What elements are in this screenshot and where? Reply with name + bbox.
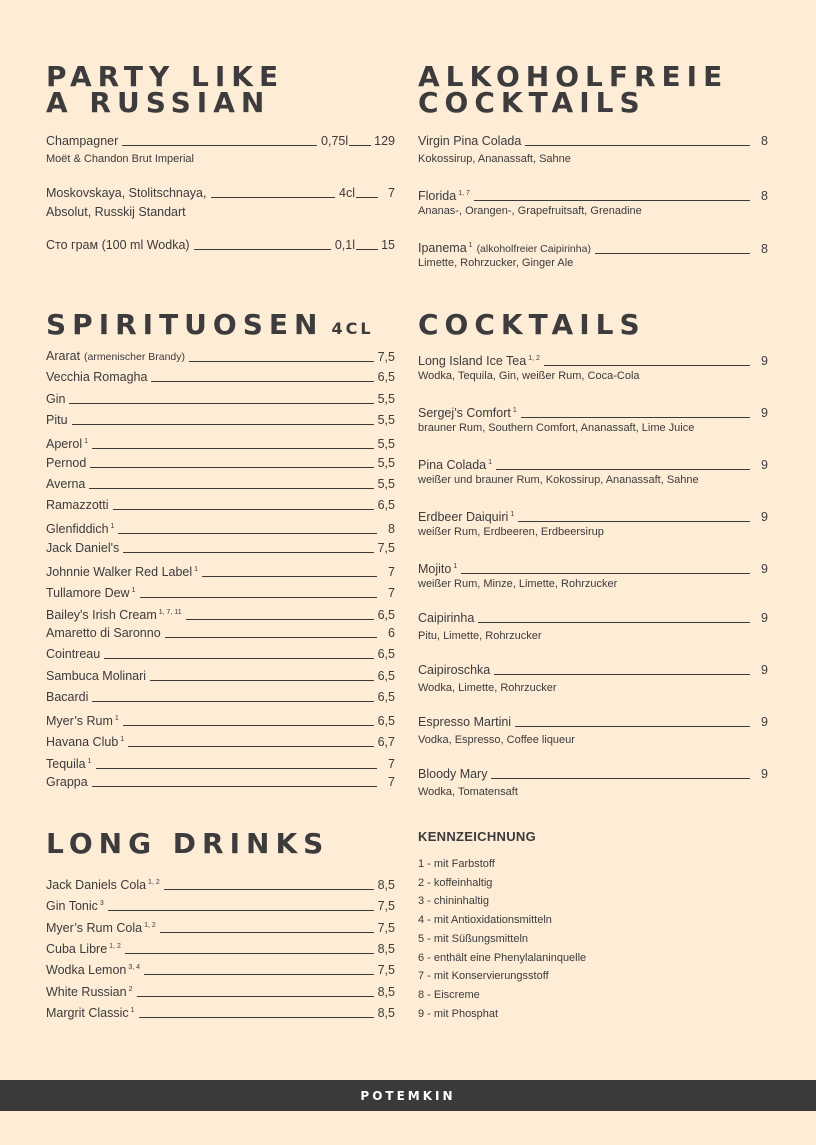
item-description: Moët & Chandon Brut Imperial	[46, 153, 194, 165]
item-price: 9	[761, 406, 768, 420]
menu-item-row	[46, 960, 395, 978]
item-name-text: Margrit Classic	[46, 1005, 129, 1020]
item-name	[418, 507, 514, 525]
menu-item-row	[46, 775, 395, 790]
item-name	[418, 559, 457, 577]
item-name-text: Jack Daniels Cola	[46, 878, 147, 892]
menu-item-row	[46, 918, 395, 936]
right-column	[418, 0, 768, 1080]
legend-item: 4 - mit Antioxidationsmitteln	[418, 914, 552, 927]
item-price: 7	[388, 586, 395, 601]
item-price: 8,5	[377, 984, 395, 999]
dotted-leader	[189, 361, 374, 362]
item-name-text: Jack Daniel's	[46, 540, 120, 555]
allergen-note: 1	[453, 563, 458, 570]
menu-item-row	[46, 186, 395, 201]
item-name	[46, 1003, 135, 1021]
item-name-text: Ararat	[46, 349, 81, 363]
item-name	[46, 647, 100, 662]
item-description: Pitu, Limette, Rohrzucker	[418, 630, 542, 642]
item-name-text: Tequila	[46, 756, 86, 771]
item-description: weißer Rum, Erdbeeren, Erdbeersirup	[418, 526, 604, 538]
item-name	[46, 413, 68, 428]
volume-leader	[349, 145, 371, 146]
item-name-text: Champagner	[46, 134, 119, 148]
item-name-text: Long Island Ice Tea	[418, 354, 527, 368]
item-price: 7,5	[377, 920, 395, 935]
item-description: Wodka, Tequila, Gin, weißer Rum, Coca-Cola	[418, 370, 640, 382]
item-name	[46, 626, 161, 641]
item-price: 6,5	[377, 498, 395, 513]
item-name-text: Ramazzotti	[46, 498, 109, 513]
item-price: 8	[761, 134, 768, 148]
item-name	[46, 669, 146, 684]
item-price: 9	[761, 611, 768, 625]
item-name	[418, 455, 492, 473]
item-price: 7,5	[377, 899, 395, 914]
cocktails-heading	[418, 308, 646, 341]
alkfree-heading	[418, 60, 729, 119]
allergen-note: 1, 2	[528, 355, 540, 362]
menu-item-row	[418, 663, 768, 678]
item-price: 9	[761, 510, 768, 524]
dotted-leader	[160, 932, 374, 933]
dotted-leader	[90, 467, 373, 468]
item-price: 9	[761, 354, 768, 368]
menu-item-row	[46, 732, 395, 750]
item-price: 9	[761, 562, 768, 576]
legend-item: 5 - mit Süßungsmitteln	[418, 932, 529, 945]
item-price: 6,5	[377, 607, 395, 622]
menu-item-row	[418, 134, 768, 149]
dotted-leader	[186, 619, 374, 620]
allergen-note: 1	[512, 407, 517, 414]
item-volume: 0,1l	[334, 238, 355, 252]
allergen-note: 1	[120, 736, 125, 744]
menu-item-row	[46, 647, 395, 662]
menu-item-row	[46, 875, 395, 893]
dotted-leader	[137, 996, 374, 997]
item-description: Kokossirup, Ananassaft, Sahne	[418, 153, 571, 165]
legend-item: 9 - mit Phosphat	[418, 1007, 499, 1020]
dotted-leader	[92, 786, 377, 787]
item-name	[418, 663, 490, 678]
item-name	[46, 186, 207, 201]
dotted-leader	[211, 197, 336, 198]
item-price: 6,5	[377, 689, 395, 704]
menu-item-row	[46, 541, 395, 556]
dotted-leader	[518, 521, 750, 522]
item-price: 8,5	[377, 941, 395, 956]
dotted-leader	[96, 768, 377, 769]
spirits-heading	[46, 308, 374, 342]
item-name	[46, 939, 121, 957]
item-volume: 4cl	[339, 186, 355, 200]
item-name-text: Gin	[46, 391, 66, 406]
dotted-leader	[496, 469, 750, 470]
item-name-text: White Russian	[46, 984, 127, 999]
item-price: 7,5	[377, 350, 395, 364]
legend-item: 8 - Eiscreme	[418, 988, 480, 1001]
menu-item-row	[46, 413, 395, 428]
item-name	[46, 583, 136, 601]
item-name-text: Cointreau	[46, 647, 101, 662]
menu-item-row	[46, 370, 395, 385]
dotted-leader	[69, 403, 373, 404]
item-price: 8	[761, 242, 768, 256]
menu-item-row	[418, 611, 768, 626]
footer-brand: POTEMKIN	[360, 1088, 456, 1103]
item-name-text: Moskovskaya, Stolitschnaya,	[46, 186, 207, 200]
item-name	[46, 456, 86, 471]
item-price: 5,5	[377, 412, 395, 427]
item-name-text: Wodka Lemon	[46, 963, 127, 978]
allergen-note: 1	[510, 511, 515, 518]
dotted-leader	[139, 1017, 374, 1018]
allergen-note: 1	[194, 566, 199, 573]
menu-item-row	[418, 715, 768, 730]
legend-item: 7 - mit Konservierungsstoff	[418, 970, 549, 983]
dotted-leader	[151, 381, 373, 382]
dotted-leader	[515, 726, 750, 727]
item-name	[418, 767, 487, 782]
item-price: 8,5	[377, 878, 395, 892]
item-name	[46, 605, 182, 623]
dotted-leader	[92, 701, 373, 702]
menu-item-row	[46, 669, 395, 684]
item-name-text: Mojito	[418, 562, 452, 576]
spirits-title: SPIRITUOSEN	[46, 308, 324, 341]
volume-leader	[356, 249, 378, 250]
item-description: Limette, Rohrzucker, Ginger Ale	[418, 257, 574, 269]
item-description: weißer und brauner Rum, Kokossirup, Ananassaft, Sahne	[418, 474, 699, 486]
item-price: 5,5	[377, 437, 395, 452]
cocktails-title: COCKTAILS	[418, 308, 646, 341]
menu-item-row	[46, 477, 395, 492]
dotted-leader	[72, 424, 374, 425]
longdrinks-heading	[46, 827, 330, 860]
dotted-leader	[194, 249, 331, 250]
item-name	[46, 732, 124, 750]
item-name	[46, 541, 119, 556]
item-name	[46, 349, 185, 365]
allergen-note: 1, 2	[148, 879, 160, 886]
item-name-text: Sergej’s Comfort	[418, 406, 511, 420]
item-name	[46, 238, 190, 253]
item-price: 9	[761, 715, 768, 729]
item-name-text: Aperol	[46, 437, 83, 452]
kennzeichnung-title: KENNZEICHNUNG	[418, 829, 537, 844]
longdrinks-title: LONG DRINKS	[46, 827, 330, 860]
menu-item-row	[46, 238, 395, 253]
dotted-leader	[144, 974, 374, 975]
item-name	[46, 392, 65, 407]
item-name-text: Grappa	[46, 775, 88, 789]
allergen-note: 1	[110, 523, 115, 531]
menu-item-row	[46, 349, 395, 365]
item-name	[46, 982, 133, 1000]
allergen-note: 1, 2	[109, 942, 121, 950]
allergen-note: 3, 4	[128, 964, 141, 972]
allergen-note: 1, 7, 11	[158, 608, 182, 616]
menu-item-row	[46, 392, 395, 407]
menu-item-row	[46, 896, 395, 914]
legend-item: 2 - koffeinhaltig	[418, 876, 493, 889]
item-price: 6,7	[377, 735, 395, 750]
item-name-text: Sambuca Molinari	[46, 668, 147, 683]
party-title-line2: A RUSSIAN	[46, 86, 271, 119]
dotted-leader	[461, 573, 750, 574]
item-price: 6,5	[377, 714, 395, 729]
item-name	[46, 434, 88, 452]
item-name	[418, 611, 474, 626]
item-note: (alkoholfreier Caipirinha)	[476, 243, 591, 255]
item-price: 8	[388, 522, 395, 537]
item-name-text: Bailey's Irish Cream	[46, 607, 157, 622]
alkfree-title-line1: ALKOHOLFREIE	[418, 60, 729, 93]
allergen-note: 1	[84, 438, 89, 446]
menu-item-row	[46, 754, 395, 772]
menu-item-row	[46, 434, 395, 452]
item-description: Wodka, Limette, Rohrzucker	[418, 682, 557, 694]
menu-item-row	[46, 711, 395, 729]
item-name-text: Cuba Libre	[46, 941, 108, 956]
menu-item-row	[418, 507, 768, 525]
item-name-text: Caipirinha	[418, 611, 475, 625]
dotted-leader	[140, 597, 378, 598]
legend-item: 3 - chininhaltig	[418, 895, 489, 908]
item-name	[46, 918, 156, 936]
dotted-leader	[123, 552, 373, 553]
menu-item-row	[46, 519, 395, 537]
item-name	[418, 134, 521, 149]
item-description: Absolut, Russkij Standart	[46, 205, 186, 219]
item-price: 6,5	[377, 647, 395, 662]
item-name	[46, 519, 114, 537]
menu-item-row	[46, 690, 395, 705]
item-name	[46, 498, 109, 513]
item-price: 7	[388, 186, 395, 200]
dotted-leader	[89, 488, 373, 489]
legend-item: 1 - mit Farbstoff	[418, 858, 495, 870]
item-price: 129	[374, 134, 395, 148]
menu-item-row	[46, 605, 395, 623]
menu-item-row	[418, 559, 768, 577]
dotted-leader	[150, 680, 374, 681]
menu-item-row	[418, 351, 768, 369]
item-name-text: Caipiroschka	[418, 663, 491, 677]
item-price: 7	[388, 775, 395, 789]
item-name-text: Johnnie Walker Red Label	[46, 565, 193, 579]
item-description: weißer Rum, Minze, Limette, Rohrzucker	[418, 578, 618, 590]
footer-bar	[0, 1080, 816, 1111]
dotted-leader	[122, 145, 317, 146]
left-column	[46, 0, 395, 1080]
dotted-leader	[164, 889, 374, 890]
item-name	[46, 562, 198, 580]
allergen-note: 1, 7	[458, 190, 470, 197]
item-price: 7,5	[377, 540, 395, 555]
menu-item-row	[46, 456, 395, 471]
item-name-text: Myer’s Rum Cola	[46, 920, 143, 935]
item-name-text: Bacardi	[46, 689, 89, 704]
item-price: 6,5	[377, 668, 395, 683]
menu-item-row	[46, 982, 395, 1000]
item-name	[418, 238, 591, 257]
item-name-text: Amaretto di Saronno	[46, 625, 161, 640]
item-description: Ananas-, Orangen-, Grapefruitsaft, Grenadine	[418, 205, 642, 217]
item-name	[46, 134, 118, 149]
allergen-note: 1	[130, 1006, 135, 1014]
item-name-text: Glenfiddich	[46, 522, 109, 537]
dotted-leader	[521, 417, 750, 418]
item-price: 9	[761, 767, 768, 781]
dotted-leader	[494, 674, 750, 675]
item-name-text: Gin Tonic	[46, 899, 98, 914]
dotted-leader	[525, 145, 750, 146]
item-price: 9	[761, 458, 768, 472]
item-name-text: Florida	[418, 189, 457, 203]
item-price: 8,5	[377, 1005, 395, 1020]
menu-item-row	[418, 767, 768, 782]
item-price: 6	[388, 625, 395, 640]
item-name	[46, 775, 88, 790]
party-title-line1: PARTY LIKE	[46, 60, 285, 93]
menu-item-row	[46, 134, 395, 149]
dotted-leader	[478, 622, 750, 623]
alkfree-title-line2: COCKTAILS	[418, 86, 646, 119]
item-name	[46, 477, 85, 492]
dotted-leader	[128, 746, 373, 747]
allergen-note: 1	[468, 242, 473, 249]
allergen-note: 1	[488, 459, 493, 466]
item-name	[418, 715, 511, 730]
item-name-text: Virgin Pina Colada	[418, 134, 522, 148]
dotted-leader	[544, 365, 750, 366]
item-name	[418, 403, 517, 421]
item-name	[46, 754, 92, 772]
item-price: 7,5	[377, 963, 395, 978]
menu-item-row	[46, 562, 395, 580]
item-name	[46, 711, 119, 729]
item-price: 6,5	[377, 370, 395, 385]
menu-item-row	[46, 1003, 395, 1021]
item-name-text: Tullamore Dew	[46, 586, 130, 601]
menu-item-row	[418, 238, 768, 257]
item-name-text: Espresso Martini	[418, 715, 512, 729]
item-name-text: Vecchia Romagha	[46, 370, 148, 385]
item-name	[418, 186, 470, 204]
allergen-note: 3	[99, 900, 104, 908]
dotted-leader	[123, 725, 374, 726]
item-name	[418, 351, 540, 369]
item-price: 15	[381, 238, 395, 252]
item-name	[46, 875, 160, 893]
dotted-leader	[92, 448, 374, 449]
item-price: 5,5	[377, 391, 395, 406]
dotted-leader	[113, 509, 374, 510]
item-price: 9	[761, 663, 768, 677]
item-name-text: Ipanema	[418, 241, 467, 255]
menu-item-row	[418, 403, 768, 421]
allergen-note: 2	[128, 985, 133, 993]
item-description: Wodka, Tomatensaft	[418, 786, 518, 798]
item-price: 5,5	[377, 476, 395, 491]
allergen-note: 1	[114, 715, 119, 723]
item-volume: 0,75l	[321, 134, 349, 148]
dotted-leader	[118, 533, 377, 534]
dotted-leader	[125, 953, 374, 954]
item-name-text: Havana Club	[46, 735, 119, 750]
dotted-leader	[108, 910, 374, 911]
item-price: 7	[388, 565, 395, 579]
dotted-leader	[202, 576, 377, 577]
volume-leader	[356, 197, 378, 198]
item-name	[46, 690, 88, 705]
item-name-text: Сто грам (100 ml Wodka)	[46, 238, 190, 252]
item-name-text: Pina Colada	[418, 458, 487, 472]
allergen-note: 1	[87, 757, 92, 765]
item-name	[46, 896, 104, 914]
party-heading	[46, 60, 285, 119]
item-name-text: Myer’s Rum	[46, 714, 113, 729]
dotted-leader	[474, 200, 750, 201]
item-price: 5,5	[377, 455, 395, 470]
item-name-text: Averna	[46, 476, 86, 491]
menu-item-row	[46, 498, 395, 513]
menu-item-row	[46, 583, 395, 601]
item-name-text: Pernod	[46, 455, 87, 470]
item-description: Vodka, Espresso, Coffee liqueur	[418, 734, 575, 746]
menu-item-row	[418, 186, 768, 204]
menu-item-row	[418, 455, 768, 473]
dotted-leader	[491, 778, 750, 779]
spirits-title-unit: 4CL	[331, 319, 374, 338]
item-note: (armenischer Brandy)	[84, 351, 185, 363]
item-price: 7	[388, 756, 395, 771]
dotted-leader	[165, 637, 377, 638]
item-name	[46, 960, 140, 978]
dotted-leader	[104, 658, 373, 659]
item-price: 8	[761, 189, 768, 203]
legend-item: 6 - enthält eine Phenylalaninquelle	[418, 951, 587, 964]
allergen-note: 1	[131, 587, 136, 595]
item-name-text: Pitu	[46, 412, 68, 427]
item-name-text: Erdbeer Daiquiri	[418, 510, 509, 524]
allergen-note: 1, 2	[144, 921, 156, 929]
item-name-text: Bloody Mary	[418, 767, 488, 781]
dotted-leader	[595, 253, 750, 254]
menu-item-row	[46, 939, 395, 957]
item-name	[46, 370, 147, 385]
item-description: brauner Rum, Southern Comfort, Ananassaft, Lime Juice	[418, 422, 695, 434]
menu-item-row	[46, 626, 395, 641]
